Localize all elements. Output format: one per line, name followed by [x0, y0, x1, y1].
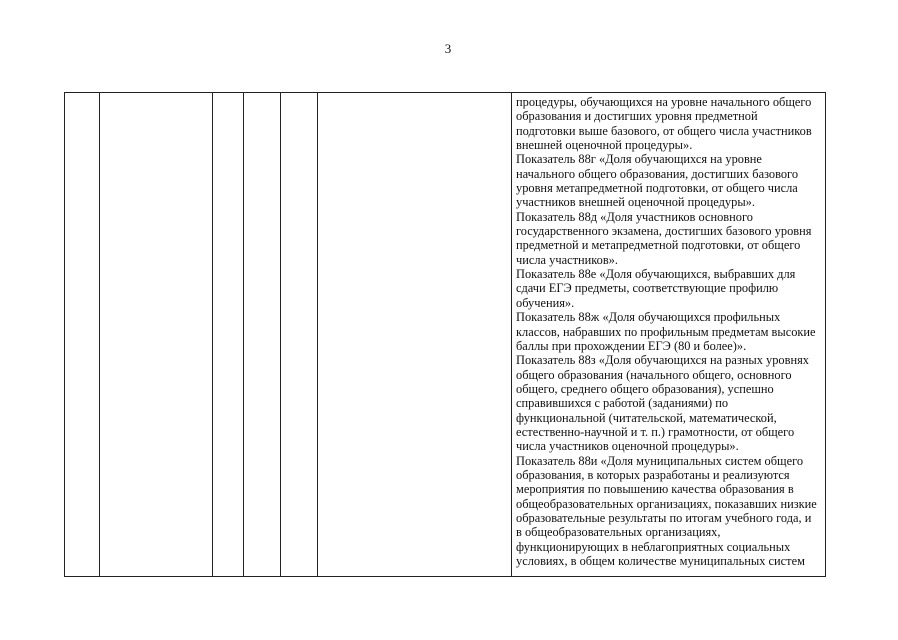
text-line: государственного экзамена, достигших базового уровня	[516, 224, 812, 239]
text-line: Показатель 88е «Доля обучающихся, выбравших для	[516, 267, 796, 282]
page-number: 3	[444, 41, 452, 56]
text-line: классов, набравших по профильным предметам высокие	[516, 324, 816, 339]
table-cell-empty	[65, 93, 100, 577]
text-line: участников внешней оценочной процедуры».	[516, 195, 755, 210]
text-line: мероприятия по повышению качества образования в	[516, 482, 794, 497]
text-line: образовательные результаты по итогам учебного года, и	[516, 510, 812, 525]
table-cell-empty	[213, 93, 244, 577]
table-cell-indicators	[512, 93, 826, 577]
text-line: числа участников».	[516, 252, 618, 267]
table-cell-empty	[100, 93, 213, 577]
text-line: Показатель 88и «Доля муниципальных систем общего	[516, 453, 804, 468]
text-line: обучения».	[516, 295, 575, 310]
text-line: Показатель 88д «Доля участников основного	[516, 209, 753, 224]
text-line: справившихся с работой (заданиями) по	[516, 396, 729, 411]
table-cell-empty	[318, 93, 512, 577]
text-line: внешней оценочной процедуры».	[516, 138, 693, 153]
table-row	[65, 93, 826, 577]
text-line: в общеобразовательных организациях,	[516, 525, 721, 540]
text-line: процедуры, обучающихся на уровне начального общего	[516, 95, 812, 109]
text-line: общеобразовательных организациях, показавших низкие	[516, 496, 817, 511]
text-line: образования и достигших уровня предметной	[516, 109, 758, 124]
text-line: условиях, в общем количестве муниципальных систем	[516, 554, 805, 568]
text-line: образования, в которых разработаны и реализуются	[516, 467, 790, 482]
text-line: Показатель 88г «Доля обучающихся на уровне	[516, 152, 762, 167]
text-line: баллы при прохождении ЕГЭ (80 и более)».	[516, 338, 747, 353]
document-table	[64, 92, 826, 577]
text-line: уровня метапредметной подготовки, от общего числа	[516, 181, 798, 196]
text-line: сдачи ЕГЭ предметы, соответствующие профилю	[516, 281, 779, 296]
text-line: общего образования (начального общего, основного	[516, 367, 792, 382]
text-line: начального общего образования, достигших базового	[516, 166, 799, 181]
text-line: естественно-научной и т. п.) грамотности, от общего	[516, 424, 795, 439]
text-line: Показатель 88ж «Доля обучающихся профильных	[516, 310, 781, 325]
text-line: функциональной (читательской, математической,	[516, 410, 777, 425]
table-cell-empty	[281, 93, 318, 577]
text-line: подготовки выше базового, от общего числа участников	[516, 123, 812, 138]
text-line: общего, среднего общего образования), успешно	[516, 381, 774, 396]
text-line: предметной и метапредметной подготовки, от общего	[516, 238, 801, 253]
text-line: Показатель 88з «Доля обучающихся на разных уровнях	[516, 353, 809, 368]
text-line: числа участников оценочной процедуры».	[516, 439, 739, 454]
table-cell-empty	[244, 93, 281, 577]
text-line: функционирующих в неблагоприятных социальных	[516, 539, 791, 554]
